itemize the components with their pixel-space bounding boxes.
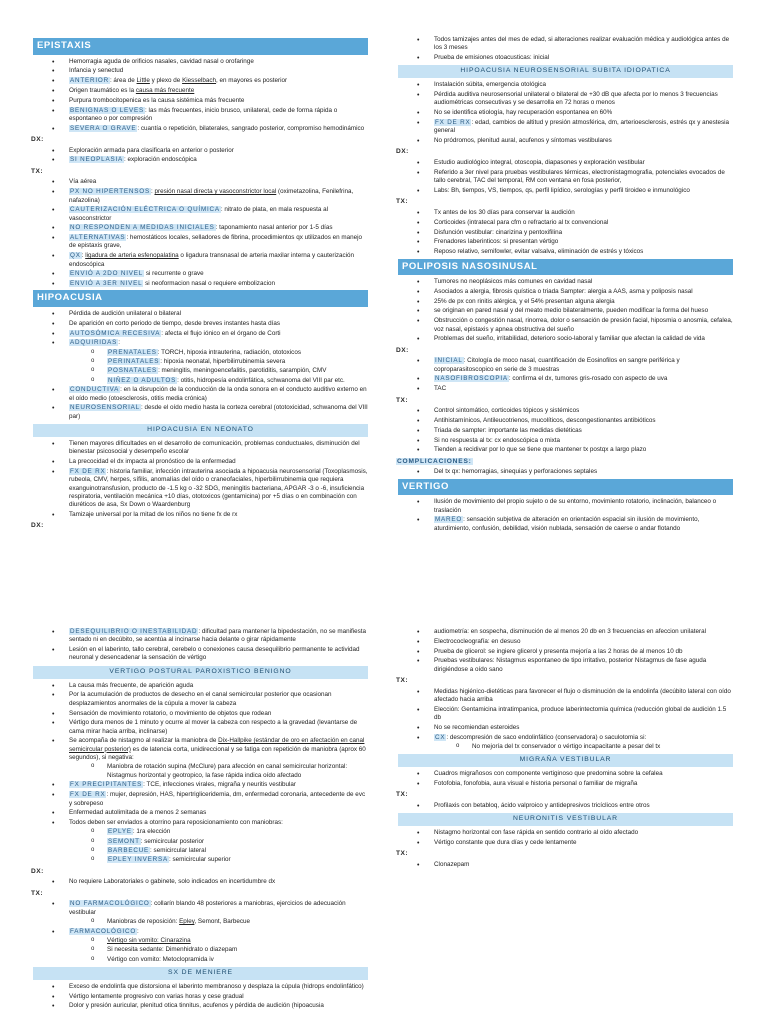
list-item: o PRENATALES: TORCH, hipoxia intrauterina, radiación, ototoxicos bbox=[107, 349, 368, 357]
keyword: ENVIÓ A 3ER NIVEL bbox=[70, 280, 143, 288]
keyword: SEMONT bbox=[108, 837, 140, 845]
migrana-tx-list bbox=[398, 802, 733, 810]
list-item: o Maniobra de rotación supina (McClure) para afección en canal semicircular horizontal: Nistagmus horizontal y geotropico, la fase rápida indica oído afectado bbox=[107, 763, 368, 780]
keyword: AUTOSÓMICA RECESIVA bbox=[70, 329, 161, 337]
complicaciones-label: COMPLICACIONES: bbox=[397, 457, 472, 465]
list-item: • Antihistamínicos, Antileucotrienos, mucolíticos, descongestionantes antibióticos bbox=[434, 417, 733, 425]
maniobra-sublist bbox=[69, 763, 368, 780]
list-item: • Prueba de emisiones otoacusticas: inicial bbox=[434, 54, 733, 62]
list-item: • Labs: Bh, tiempos, VS, tiempos, qs, perfil lipídico, serologías y perfil tiroideo e inmunológico bbox=[434, 187, 733, 195]
list-item: • Enfermedad autolimitada de a menos 2 semanas bbox=[69, 809, 368, 817]
keyword: QX bbox=[70, 252, 81, 260]
list-item: • Tienen mayores dificultades en el desarrollo de comunicación, problemas conductuales, disminución del bienestar psicosocial y desempeño escolar bbox=[69, 440, 368, 457]
keyword: MAREO bbox=[435, 516, 463, 524]
list-item: • QX: ligadura de arteria esfenopalatina o ligadura transnasal de arteria maxilar interna y cauterización endoscópica bbox=[69, 252, 368, 269]
list-item: • Pérdida de audición unilateral o bilateral bbox=[69, 310, 368, 318]
list-item: • NASOFIBROSCOPIA: confirma el dx, tumores gris-rosado con aspecto de uva bbox=[434, 375, 733, 383]
list-item: • ENVIÓ A 2DO NIVEL si recurrente o grave bbox=[69, 270, 368, 278]
list-item: • Tx antes de los 30 días para conservar la audición bbox=[434, 209, 733, 217]
list-item: • Reposo relativo, semifowler, evitar valsalva, eliminación de estrés y tóxicos bbox=[434, 248, 733, 256]
keyword: INICIAL bbox=[435, 357, 463, 365]
list-item: • Medidas higiénico-dietéticas para favorecer el flujo o disminución de la endolinfa (decúbito lateral con oído afectado hacia arriba bbox=[434, 688, 733, 705]
list-item: • 25% de px con rinitis alérgica, y el 54% presentan alguna alergia bbox=[434, 298, 733, 306]
list-item: • Pérdida auditiva neurosensorial unilateral o bilateral de +30 dB que afecta por lo menos 3 frecuencias audiométricas consecutivas y se desarrolla en 72 horas o menos bbox=[434, 91, 733, 108]
adquiridas-sublist bbox=[69, 349, 368, 385]
list-item: • Electrococleografía: en desuso bbox=[434, 638, 733, 646]
list-item: o BARBECUE: semicircular lateral bbox=[107, 847, 368, 855]
keyword: EPLEY INVERSA bbox=[108, 856, 168, 864]
list-item: • Prueba de glicerol: se ingiere glicerol y presenta mejoría a las 2 horas de al menos 10 db bbox=[434, 648, 733, 656]
migrana-list bbox=[398, 770, 733, 788]
keyword: PRENATALES bbox=[108, 348, 157, 356]
keyword: ANTERIOR bbox=[70, 77, 109, 85]
epistaxis-tx-list bbox=[33, 178, 368, 288]
list-item: • La causa más frecuente, de aparición aguda bbox=[69, 682, 368, 690]
neuronitis-list bbox=[398, 829, 733, 847]
keyword: EPLYE bbox=[108, 828, 132, 836]
list-item: • NO RESPONDEN A MEDIDAS INICIALES: taponamiento nasal anterior por 1-5 días bbox=[69, 224, 368, 232]
hipoacusia-list bbox=[33, 310, 368, 421]
subita-list bbox=[398, 81, 733, 145]
subsection-title-neuronitis: NEURONITIS VESTIBULAR bbox=[398, 813, 733, 826]
keyword: NEUROSENSORIAL bbox=[70, 404, 140, 412]
dx-label: DX: bbox=[396, 346, 409, 354]
list-item: • ADQUIRIDAS: o PRENATALES: TORCH, hipoxia intrauterina, radiación, ototoxicos o PERINATALES: hipoxia neonatal, hiperbilirrubinemia severa o POSNATALES: meningitis, meningoencefalitis, parotiditis, sarampión, CMV o NIÑEZ O ADULTOS: otitis, hidropesía endolinfática, schwanoma del VIII par etc. bbox=[69, 339, 368, 384]
keyword: SI NEOPLASIA bbox=[70, 156, 123, 164]
keyword: ALTERNATIVAS bbox=[70, 234, 126, 242]
keyword: FX DE RX bbox=[70, 791, 106, 799]
list-item: • Elección: Gentamicina intratimpanica, produce laberintectomia química (reducción global de audición 1.5 db bbox=[434, 706, 733, 723]
tx-label: TX: bbox=[396, 198, 409, 206]
list-item: • Dolor y presión auricular, plenitud otica tinnitus, acufenos y pérdida de audición (hipoacusia bbox=[69, 1002, 368, 1010]
cx-sublist bbox=[434, 743, 733, 751]
list-item: o EPLYE: 1ra elección bbox=[107, 828, 368, 836]
list-item: • PX NO HIPERTENSOS: presión nasal directa y vasoconstrictor local (oximetazolina, Fenilefrina, nafazolina) bbox=[69, 188, 368, 205]
subsection-title-migrana: MIGRAÑA VESTIBULAR bbox=[398, 754, 733, 767]
list-item: • Hemorragia aguda de orificios nasales, cavidad nasal o orofaringe bbox=[69, 58, 368, 66]
list-item: • SEVERA O GRAVE: cuantía o repetición, bilaterales, sangrado posterior, compromiso hemodinámico bbox=[69, 125, 368, 133]
list-item: • Disfunción vestibular: cinarizina y pentoxifilina bbox=[434, 229, 733, 237]
keyword: CAUTERIZACIÓN ELÉCTRICA O QUÍMICA bbox=[70, 206, 220, 214]
list-item: • FX DE RX: edad, cambios de altitud y presión atmosférica, dm, arterioesclerosis, estrés qx y anestesia general bbox=[434, 119, 733, 136]
keyword: BARBECUE bbox=[108, 847, 150, 854]
keyword: FX DE RX bbox=[435, 119, 471, 127]
list-item: • Todos deben ser enviados a otorrino para reposicionamiento con maniobras: o EPLYE: 1ra elección o SEMONT: semicircular posterior o BARBECUE: semicircular lateral o EPLEY INVERSA: semicircular superior bbox=[69, 819, 368, 864]
poliposis-tx-list bbox=[398, 407, 733, 454]
subita-tx-list bbox=[398, 209, 733, 256]
list-item: • Se acompaña de nistagmo al realizar la maniobra de Dix-Hallpike (estándar de oro en afectación en canal semicircular posterior) es de latencia corta, unidireccional y se fatiga con repetición de maniobra (aprox 60 segundos), si negativa: o Maniobra de rotación supina (McClure) para afección en canal semicircular horizontal: Nistagmus horizontal y geotropico, la fase rápida indica oído afectado bbox=[69, 737, 368, 779]
list-item: • audiometría: en sospecha, disminución de al menos 20 db en 3 frecuencias en afeccion unilateral bbox=[434, 628, 733, 636]
keyword: FX PRECIPITANTES bbox=[70, 781, 143, 789]
list-item: • CONDUCTIVA: en la disrupción de la conducción de la onda sonora en el conducto auditivo externo en el oído medio (otoesclerosis, otitis media crónica) bbox=[69, 386, 368, 403]
list-item: • BENIGNAS O LEVES: las más frecuentes, inicio brusco, unilateral, cede de forma rápida o espontaneo o por compresión bbox=[69, 107, 368, 124]
list-item: • No se recomiendan esteroides bbox=[434, 724, 733, 732]
epistaxis-list bbox=[33, 58, 368, 133]
list-item: • SI NEOPLASIA: exploración endoscópica bbox=[69, 156, 368, 164]
keyword: DESEQUILIBRIO O INESTABILIDAD bbox=[70, 628, 198, 635]
poliposis-dx-list bbox=[398, 357, 733, 393]
list-item: • No requiere Laboratoriales o gabinete, solo indicados en incertidumbre dx bbox=[69, 878, 368, 886]
list-item: • Exploración armada para clasificarla en anterior o posterior bbox=[69, 147, 368, 155]
list-item: • NO FARMACOLÓGICO: collarín blando 48 posteriores a maniobras, ejercicios de adecuación vestibular o Maniobras de reposición: Epley, Semont, Barbecue bbox=[69, 900, 368, 926]
meniere-list bbox=[33, 983, 368, 1011]
list-item: • Referido a 3er nivel para pruebas vestibulares térmicas, electronistagmografia, potenciales evocados de tallo cerebral, TAC del temporal, RM con ventana en fosa posterior, bbox=[434, 169, 733, 186]
subsection-title-meniere: SX DE MENIERE bbox=[33, 967, 368, 980]
list-item: • TAC bbox=[434, 385, 733, 393]
keyword: BENIGNAS O LEVES bbox=[70, 106, 145, 114]
list-item: • Profilaxis con betabloq, ácido valproico y antidepresivos tricíclicos entre otros bbox=[434, 802, 733, 810]
list-item: • Vértigo lentamente progresivo con varias horas y cese gradual bbox=[69, 993, 368, 1001]
section-title-vertigo: VERTIGO bbox=[398, 479, 733, 496]
list-item: o EPLEY INVERSA: semicircular superior bbox=[107, 856, 368, 864]
keyword: CX bbox=[435, 733, 446, 741]
list-item: • ENVIÓ A 3ER NIVEL si neoformacion nasal o requiere embolizacion bbox=[69, 280, 368, 288]
keyword: PERINATALES bbox=[108, 357, 160, 365]
keyword: POSNATALES bbox=[108, 367, 158, 375]
maniobras-sublist bbox=[69, 828, 368, 864]
keyword: CONDUCTIVA bbox=[70, 386, 120, 394]
keyword: NASOFIBROSCOPIA bbox=[435, 375, 508, 383]
list-item: • Tamizaje universal por la mitad de los niños no tiene fx de rx bbox=[69, 511, 368, 519]
keyword: NIÑEZ O ADULTOS bbox=[108, 376, 177, 384]
list-item: o No mejoría del tx conservador o vértigo incapacitante a pesar del tx bbox=[472, 743, 733, 751]
list-item: o Vértigo con vomito: Metoclopramida iv bbox=[107, 956, 368, 964]
keyword: NO RESPONDEN A MEDIDAS INICIALES bbox=[70, 224, 215, 232]
keyword: ADQUIRIDAS bbox=[70, 339, 118, 347]
keyword: ENVIÓ A 2DO NIVEL bbox=[70, 270, 144, 278]
list-item: • Control sintomático, corticoides tópicos y sistémicos bbox=[434, 407, 733, 415]
list-item: o SEMONT: semicircular posterior bbox=[107, 838, 368, 846]
list-item: • Por la acumulación de productos de desecho en el canal semicircular posterior que ocasionan desplazamientos anormales de la cúpula a mover la cabeza bbox=[69, 691, 368, 708]
section-title-poliposis: POLIPOSIS NASOSINUSAL bbox=[398, 259, 733, 276]
column-bottom-left bbox=[33, 628, 368, 1012]
list-item: • Nistagmo horizontal con fase rápida en sentido contrario al oído afectado bbox=[434, 829, 733, 837]
keyword: FARMACOLÓGICO bbox=[70, 927, 137, 935]
subita-dx-list bbox=[398, 159, 733, 195]
vppb-list bbox=[33, 682, 368, 865]
list-item: • AUTOSÓMICA RECESIVA: afecta el flujo iónico en el órgano de Corti bbox=[69, 330, 368, 338]
column-bottom-right bbox=[398, 628, 733, 871]
dx-label: DX: bbox=[31, 522, 44, 530]
meniere-tx-list bbox=[398, 688, 733, 752]
list-item: • De aparición en corto periodo de tiempo, desde breves instantes hasta días bbox=[69, 320, 368, 328]
dx-label: DX: bbox=[31, 135, 44, 143]
list-item: • Vía aérea bbox=[69, 178, 368, 186]
subsection-title-neonato: HIPOACUSIA EN NEONATO bbox=[33, 424, 368, 437]
list-item: • MAREO: sensación subjetiva de alteración en orientación espacial sin ilusión de movimiento, aturdimiento, confusión, debilidad, visión nublada, sensación de caerse o andar flotando bbox=[434, 516, 733, 533]
list-item: • ANTERIOR: área de Little y plexo de Kiesselbach, en mayores es posterior bbox=[69, 77, 368, 85]
list-item: • CX: descompresión de saco endolinfático (conservadora) o saculotomia si: o No mejoría del tx conservador o vértigo incapacitante a pesar del tx bbox=[434, 734, 733, 752]
list-item: o NIÑEZ O ADULTOS: otitis, hidropesía endolinfática, schwanoma del VIII par etc. bbox=[107, 377, 368, 385]
tx-label: TX: bbox=[396, 850, 409, 858]
vertigo-cont-list bbox=[33, 628, 368, 663]
neonato-list bbox=[33, 440, 368, 519]
list-item: • FX DE RX: mujer, depresión, HAS, hipertrigliceridemia, dm, enfermedad coronaria, antecedente de evc y sobrepeso bbox=[69, 791, 368, 808]
list-item: • Cuadros migrañosos con componente vertiginoso que predomina sobre la cefalea bbox=[434, 770, 733, 778]
list-item: • Problemas del sueño, irritabilidad, deterioro socio-laboral y familiar que afectan la calidad de vida bbox=[434, 335, 733, 343]
list-item: • Pruebas vestibulares: Nistagmus espontaneo de tipo irritativo, posterior Nistagmus de fase aguda dirigiéndose a oído sano bbox=[434, 657, 733, 674]
list-item: • Tienden a recidivar por lo que se tiene que mantener tx postqx a largo plazo bbox=[434, 446, 733, 454]
list-item: • FX DE RX: historia familiar, infección intrauterina asociada a hipoacusia neurosensorial (Toxoplasmosis, rubeola, CMV, herpes, sífilis, anomalías del oído o craneofaciales, hiperbilirrubinemia que requiera exanguinotransfusion, producto de -1.5 kg o -32 SDG, meningitis bacteriana, APGAR -3 o -6, insuficiencia respiratoria, ventilación mecánica +10 días, ototoxicos (gentamicina) por +5 días o en combinación con diuréticos de asa, Sx Down o Waardenburg bbox=[69, 468, 368, 509]
list-item: • NEUROSENSORIAL: desde el oído medio hasta la corteza cerebral (ototoxicidad, schwanoma del VIII par) bbox=[69, 404, 368, 421]
dx-label: DX: bbox=[31, 867, 44, 875]
list-item: • Estudio audiológico integral, otoscopia, diapasones y exploración vestibular bbox=[434, 159, 733, 167]
section-title-epistaxis: EPISTAXIS bbox=[33, 38, 368, 55]
list-item: o POSNATALES: meningitis, meningoencefalitis, parotiditis, sarampión, CMV bbox=[107, 367, 368, 375]
list-item: • Fotofobia, fonofobia, aura visual e historia personal o familiar de migraña bbox=[434, 780, 733, 788]
vppb-tx-list bbox=[33, 900, 368, 964]
list-item: • Instalación súbita, emergencia otológica bbox=[434, 81, 733, 89]
poliposis-comp-list bbox=[398, 468, 733, 476]
list-item: • ALTERNATIVAS: hemostáticos locales, selladores de fibrina, procedimientos qx utilizados en manejo de epistaxis grave, bbox=[69, 234, 368, 251]
tx-label: TX: bbox=[396, 676, 409, 684]
column-top-left bbox=[33, 36, 368, 533]
keyword: NO FARMACOLÓGICO bbox=[70, 900, 150, 908]
epistaxis-dx-list bbox=[33, 147, 368, 165]
list-item: • FARMACOLÓGICO: o Vértigo sin vomito: Cinarazina o Si necesita sedante: Dimenhidrato o diazepam o Vértigo con vomito: Metoclopramida iv bbox=[69, 928, 368, 964]
meniere-dx-list bbox=[398, 628, 733, 674]
list-item: o Si necesita sedante: Dimenhidrato o diazepam bbox=[107, 946, 368, 954]
keyword: SEVERA O GRAVE bbox=[70, 124, 137, 132]
farmacologico-sublist bbox=[69, 937, 368, 964]
list-item: • No pródromos, plenitud aural, acufenos y síntomas vestibulares bbox=[434, 137, 733, 145]
list-item: • Triada de sampter: importante las medidas dietéticas bbox=[434, 427, 733, 435]
list-item: • FX PRECIPITANTES: TCE, infecciones virales, migraña y neuritis vestibular bbox=[69, 781, 368, 789]
list-item: • Si no respuesta al tx: cx endoscópica o mixta bbox=[434, 437, 733, 445]
list-item: • Lesión en el laberinto, tallo cerebral, cerebelo o conexiones causa desequilibrio permanente te actividad neuronal y desencadenar la sensación de vértigo bbox=[69, 646, 368, 663]
list-item: • Frenadores laberinticos: si presentan vértigo bbox=[434, 238, 733, 246]
list-item: • Tumores no neoplásicos más comunes en cavidad nasal bbox=[434, 278, 733, 286]
list-item: • Sensación de movimiento rotatorio, o movimiento de objetos que rodean bbox=[69, 710, 368, 718]
list-item: • Purpura trombocitopenica es la causa sistémica más frecuente bbox=[69, 97, 368, 105]
tx-label: TX: bbox=[396, 396, 409, 404]
list-item: o Vértigo sin vomito: Cinarazina bbox=[107, 937, 368, 945]
list-item: • se originan en pared nasal y del meato medio bilateralmente, pueden modificar la forma del hueso bbox=[434, 307, 733, 315]
list-item: • Vértigo constante que dura días y cede lentamente bbox=[434, 839, 733, 847]
list-item: • CAUTERIZACIÓN ELÉCTRICA O QUÍMICA: nitrato de plata, en mala respuesta al vasoconstrictor bbox=[69, 206, 368, 223]
list-item: • DESEQUILIBRIO O INESTABILIDAD: dificultad para mantener la bipedestación, no se manifiesta sentado ni en decúbito, se acentúa al incinarse hacia delante o girar rápidamente bbox=[69, 628, 368, 645]
list-item: • Exceso de endolinfa que distorsiona el laberinto membranoso y desplaza la cúpula (hidrops endolinfático) bbox=[69, 983, 368, 991]
list-item: • Clonazepam bbox=[434, 861, 733, 869]
list-item: • Vértigo dura menos de 1 minuto y ocurre al mover la cabeza con respecto a la gravedad (levantarse de cama mirar hacia arriba, inclinarse) bbox=[69, 719, 368, 736]
vppb-dx-list bbox=[33, 878, 368, 886]
list-item: • Infancia y senectud bbox=[69, 67, 368, 75]
vertigo-list bbox=[398, 498, 733, 533]
list-item: • Corticoides (intratecal para cfm o refractario al tx convencional bbox=[434, 219, 733, 227]
reposicion-sublist bbox=[69, 918, 368, 926]
keyword: FX DE RX bbox=[70, 467, 106, 475]
list-item: • La precocidad el dx impacta al pronóstico de la enfermedad bbox=[69, 458, 368, 466]
subsection-title-vppb: VERTIGO POSTURAL PAROXISTICO BENIGNO bbox=[33, 666, 368, 679]
dx-label: DX: bbox=[396, 148, 409, 156]
neuronitis-tx-list bbox=[398, 861, 733, 869]
list-item: • Origen traumático es la causa más frecuente bbox=[69, 87, 368, 95]
list-item: • No se identifica etiología, hay recuperación espontanea en 60% bbox=[434, 109, 733, 117]
list-item: • Del tx qx: hemorragias, sinequias y perforaciones septales bbox=[434, 468, 733, 476]
tx-label: TX: bbox=[396, 791, 409, 799]
list-item: • INICIAL: Citología de moco nasal, cuantificación de Eosinofilos en sangre periférica y coproparasitoscopico en serie de 3 muestras bbox=[434, 357, 733, 374]
list-item: o PERINATALES: hipoxia neonatal, hiperbilirrubinemia severa bbox=[107, 358, 368, 366]
list-item: o Maniobras de reposición: Epley, Semont, Barbecue bbox=[107, 918, 368, 926]
list-item: • Obstrucción o congestión nasal, rinorrea, dolor o sensación de presión facial, hiposmia o anosmia, cefalea, voz nasal, epistaxis y apnea obstructiva del sueño bbox=[434, 317, 733, 334]
subsection-title-subita: HIPOACUSIA NEUROSENSORIAL SUBITA IDIOPATICA bbox=[398, 65, 733, 78]
list-item: • Asociados a alergia, fibrosis quística o triada Sampter: alergia a AAS, asma y poliposis nasal bbox=[434, 288, 733, 296]
section-title-hipoacusia: HIPOACUSIA bbox=[33, 290, 368, 307]
tamizaje-list bbox=[398, 36, 733, 62]
tx-label: TX: bbox=[31, 889, 44, 897]
keyword: PX NO HIPERTENSOS bbox=[70, 188, 150, 196]
list-item: • Todos tamizajes antes del mes de edad, si alteraciones realizar evaluación médica y audiológica antes de los 3 meses bbox=[434, 36, 733, 53]
column-top-right bbox=[398, 36, 733, 534]
tx-label: TX: bbox=[31, 167, 44, 175]
list-item: • Ilusión de movimiento del propio sujeto o de su entorno, movimiento rotatorio, inclinación, balanceo o traslación bbox=[434, 498, 733, 515]
poliposis-list bbox=[398, 278, 733, 344]
